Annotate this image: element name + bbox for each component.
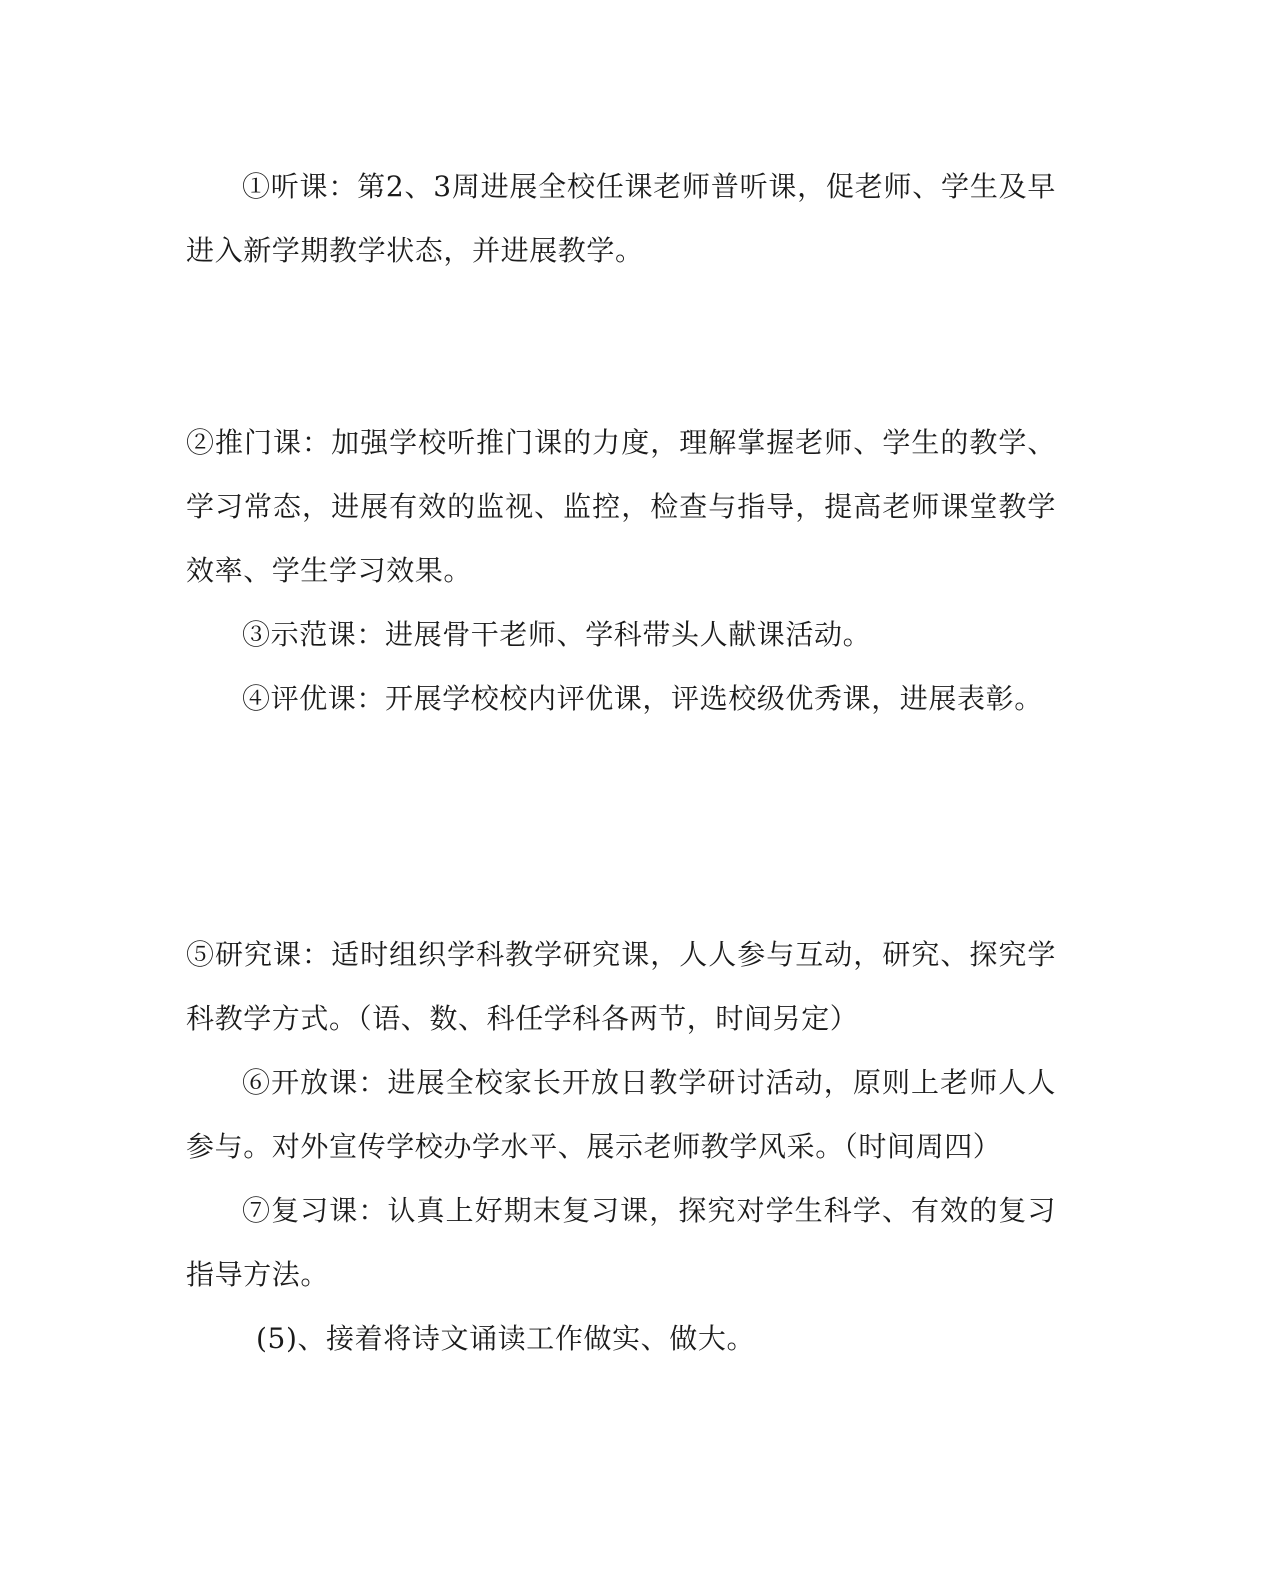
paragraph-evaluation-class: ④评优课：开展学校校内评优课，评选校级优秀课，进展表彰。 <box>242 682 1043 715</box>
paragraph-drop-in-class: ②推门课：加强学校听推门课的力度，理解掌握老师、学生的教学、学习常态，进展有效的监视、监控，检查与指导，提高老师课堂教学效率、学生学习效果。 <box>186 426 1056 587</box>
paragraph-open-class: ⑥开放课：进展全校家长开放日教学研讨活动，原则上老师人人参与。对外宣传学校办学水平、展示老师教学风采。（时间周四） <box>186 1066 1056 1163</box>
paragraph-listening-class: ①听课：第2、3周进展全校任课老师普听课，促老师、学生及早进入新学期教学状态，并进展教学。 <box>186 170 1056 267</box>
paragraph-poetry-reading: (5)、接着将诗文诵读工作做实、做大。 <box>256 1322 756 1355</box>
paragraph-demonstration-class: ③示范课：进展骨干老师、学科带头人献课活动。 <box>242 618 872 651</box>
paragraph-review-class: ⑦复习课：认真上好期末复习课，探究对学生科学、有效的复习指导方法。 <box>186 1194 1056 1291</box>
paragraph-research-class: ⑤研究课：适时组织学科教学研究课，人人参与互动，研究、探究学科教学方式。（语、数、科任学科各两节，时间另定） <box>186 938 1056 1035</box>
